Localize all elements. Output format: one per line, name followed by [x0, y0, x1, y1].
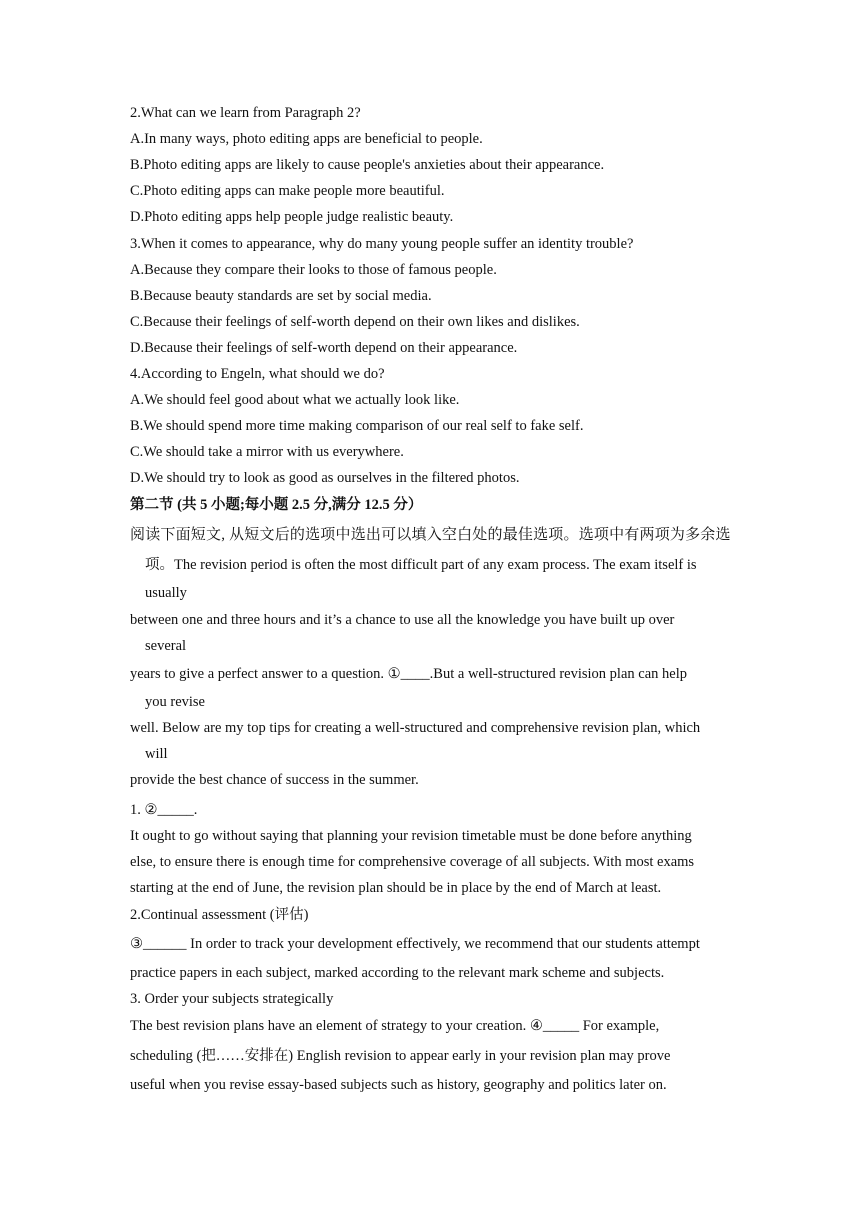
tip-2-heading: 2.Continual assessment (评估): [130, 907, 309, 923]
question-4-option-d: D.We should try to look as good as ourselves in the filtered photos.: [130, 470, 520, 486]
question-4-option-c: C.We should take a mirror with us everywhere.: [130, 444, 404, 460]
passage-line: usually: [145, 585, 187, 601]
passage-line: will: [145, 746, 168, 762]
passage-line: several: [145, 638, 187, 654]
question-3-option-b: B.Because beauty standards are set by social media.: [130, 288, 432, 304]
question-2: 2.What can we learn from Paragraph 2?: [130, 105, 361, 121]
passage-line: well. Below are my top tips for creating a well-structured and comprehensive revision plan, which: [130, 720, 701, 736]
section-heading: 第二节 (共 5 小题;每小题 2.5 分,满分 12.5 分）: [130, 497, 423, 513]
question-3: 3.When it comes to appearance, why do many young people suffer an identity trouble?: [130, 236, 634, 252]
question-2-option-d: D.Photo editing apps help people judge realistic beauty.: [130, 209, 454, 225]
question-4-option-a: A.We should feel good about what we actually look like.: [130, 392, 460, 408]
passage-line: 项。The revision period is often the most difficult part of any exam process. The exam itself is: [145, 557, 697, 573]
tip-1-heading: 1. ②_____.: [130, 802, 198, 818]
question-3-option-c: C.Because their feelings of self-worth depend on their own likes and dislikes.: [130, 314, 580, 330]
passage-line: between one and three hours and it’s a chance to use all the knowledge you have built up over: [130, 612, 675, 628]
tip-3-heading: 3. Order your subjects strategically: [130, 991, 334, 1007]
passage-line: provide the best chance of success in the summer.: [130, 772, 419, 788]
passage-line: you revise: [145, 694, 205, 710]
tip-2-line: practice papers in each subject, marked according to the relevant mark scheme and subjects.: [130, 965, 665, 981]
question-2-option-b: B.Photo editing apps are likely to cause people's anxieties about their appearance.: [130, 157, 605, 173]
section-instruction: 阅读下面短文, 从短文后的选项中选出可以填入空白处的最佳选项。选项中有两项为多余选: [130, 527, 731, 543]
tip-3-line: scheduling (把……安排在) English revision to appear early in your revision plan may prove: [130, 1048, 671, 1064]
tip-1-line: It ought to go without saying that planning your revision timetable must be done before anything: [130, 828, 692, 844]
tip-3-line: The best revision plans have an element of strategy to your creation. ④_____ For example,: [130, 1018, 660, 1034]
question-4: 4.According to Engeln, what should we do?: [130, 366, 385, 382]
tip-1-line: else, to ensure there is enough time for comprehensive coverage of all subjects. With most exams: [130, 854, 695, 870]
tip-2-line: ③______ In order to track your development effectively, we recommend that our students attempt: [130, 936, 700, 952]
tip-3-line: useful when you revise essay-based subjects such as history, geography and politics later on.: [130, 1077, 667, 1093]
question-2-option-c: C.Photo editing apps can make people more beautiful.: [130, 183, 445, 199]
question-3-option-a: A.Because they compare their looks to those of famous people.: [130, 262, 497, 278]
tip-1-line: starting at the end of June, the revision plan should be in place by the end of March at least.: [130, 880, 662, 896]
question-4-option-b: B.We should spend more time making comparison of our real self to fake self.: [130, 418, 584, 434]
question-3-option-d: D.Because their feelings of self-worth depend on their appearance.: [130, 340, 518, 356]
question-2-option-a: A.In many ways, photo editing apps are beneficial to people.: [130, 131, 483, 147]
passage-line: years to give a perfect answer to a question. ①____.But a well-structured revision plan can help: [130, 666, 687, 682]
